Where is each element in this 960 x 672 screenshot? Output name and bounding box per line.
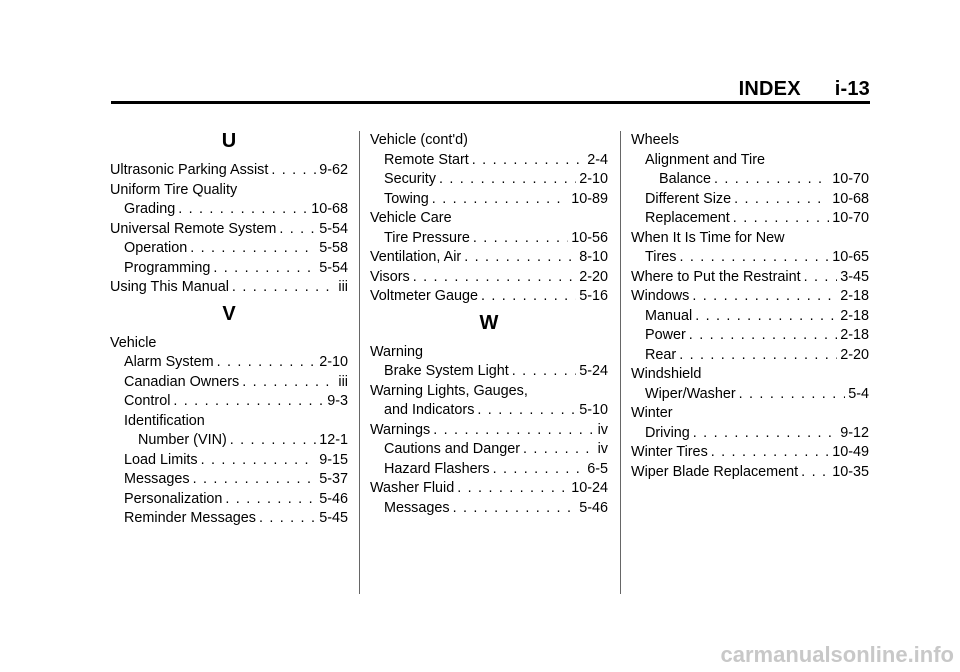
index-entry [370, 479, 608, 499]
column-divider-2 [620, 131, 621, 594]
index-entry-term: Identification [124, 412, 205, 429]
index-entry-term: Tire Pressure [384, 229, 470, 246]
index-entry [370, 209, 608, 229]
index-entry [110, 220, 348, 240]
dot-leader [271, 161, 316, 181]
dot-leader [230, 431, 316, 451]
dot-leader [464, 248, 576, 268]
dot-leader [733, 209, 829, 229]
dot-leader [225, 490, 316, 510]
index-entry-page: 5-37 [319, 471, 348, 487]
index-entry [370, 499, 608, 519]
dot-leader [279, 220, 316, 240]
index-entry-page: iii [338, 279, 348, 295]
index-entry [110, 490, 348, 510]
index-entry [631, 209, 869, 229]
dot-leader [190, 239, 316, 259]
index-entry-page: 10-68 [832, 190, 869, 207]
index-entry [370, 440, 608, 460]
index-entry-term: Where to Put the Restraint [631, 268, 801, 285]
index-entry-term: Voltmeter Gauge [370, 288, 478, 304]
dot-leader [801, 463, 829, 483]
index-entry-term: Tires [645, 249, 677, 265]
dot-leader [472, 151, 584, 171]
index-entry-term: Winter Tires [631, 444, 708, 460]
index-entry-term: Messages [384, 499, 450, 516]
index-entry-page: 2-18 [840, 307, 869, 324]
index-entry-term: Personalization [124, 490, 223, 507]
dot-leader [711, 443, 829, 463]
index-entry [110, 451, 348, 471]
index-entry [110, 392, 348, 412]
index-entry-term: Operation [124, 240, 188, 256]
index-entry-page: 5-46 [579, 499, 608, 516]
index-entry [110, 161, 348, 181]
index-entry-term: Programming [124, 259, 211, 276]
dot-leader [413, 268, 576, 288]
index-entry [631, 424, 869, 444]
index-entry-term: Vehicle (cont'd) [370, 132, 468, 148]
index-entry-term: Security [384, 171, 436, 187]
index-entry [631, 307, 869, 327]
index-entry-page: 5-16 [579, 288, 608, 304]
index-entry-term: Manual [645, 307, 693, 324]
index-entry [110, 239, 348, 259]
index-entry [110, 278, 348, 298]
index-entry [370, 421, 608, 441]
index-entry [110, 353, 348, 373]
dot-leader [481, 287, 576, 307]
dot-leader [695, 307, 837, 327]
index-entry [110, 470, 348, 490]
index-entry [110, 509, 348, 529]
column-divider-1 [359, 131, 360, 594]
index-entry-term: Reminder Messages [124, 510, 256, 526]
index-entry-term: Balance [659, 171, 712, 187]
index-entry [631, 346, 869, 366]
index-entry [631, 151, 869, 171]
index-entry-page: 5-24 [579, 363, 608, 379]
index-entry-page: 5-10 [579, 402, 608, 418]
index-entry-page: 3-45 [840, 268, 869, 285]
index-entry-page: 2-18 [840, 288, 869, 304]
index-entry-page: 9-15 [319, 451, 348, 468]
index-entry-term: Remote Start [384, 151, 469, 168]
index-entry-term: Winter [631, 405, 673, 421]
dot-leader [213, 259, 316, 279]
index-entry-term: Canadian Owners [124, 373, 240, 390]
index-entry [370, 268, 608, 288]
dot-leader [473, 229, 568, 249]
index-entry-term: Brake System Light [384, 363, 509, 379]
index-entry [631, 385, 869, 405]
index-entry-term: Replacement [645, 210, 730, 226]
dot-leader [457, 479, 568, 499]
index-entry [370, 248, 608, 268]
index-entry-page: iii [338, 373, 348, 390]
index-entry [110, 373, 348, 393]
index-entry-term: Messages [124, 471, 190, 487]
dot-leader [714, 170, 829, 190]
index-entry-page: 10-35 [832, 463, 869, 480]
dot-leader [512, 362, 576, 382]
section-letter: U [221, 130, 237, 152]
dot-leader [193, 470, 317, 490]
index-entry-page: 10-56 [571, 229, 608, 246]
index-entry-term: Different Size [645, 190, 732, 207]
index-entry-page: 10-65 [832, 249, 869, 265]
watermark: carmanualsonline.info [720, 642, 954, 667]
dot-leader [173, 392, 324, 412]
index-entry-page: iv [597, 421, 608, 438]
index-entry-term: Vehicle Care [370, 210, 452, 226]
header-page-number: i-13 [834, 78, 870, 100]
header-title: INDEX [738, 78, 801, 100]
index-entry-term: Wheels [631, 132, 679, 148]
index-entry [110, 200, 348, 220]
index-entry-page: 9-12 [840, 424, 869, 441]
index-entry-page: iv [597, 441, 608, 457]
dot-leader [739, 385, 846, 405]
index-entry [631, 190, 869, 210]
index-column-3 [631, 131, 869, 482]
index-entry-term: When It Is Time for New [631, 229, 785, 246]
index-entry-page: 2-20 [579, 268, 608, 285]
index-entry-term: Wiper Blade Replacement [631, 463, 799, 480]
index-entry [370, 170, 608, 190]
index-entry-page: 10-49 [832, 444, 869, 460]
index-entry-term: Alignment and Tire [645, 151, 765, 168]
dot-leader [217, 353, 317, 373]
index-entry [631, 365, 869, 385]
page-header [739, 78, 870, 101]
index-entry-term: Load Limits [124, 451, 198, 468]
index-entry-page: 10-70 [832, 171, 869, 187]
index-entry-term: Control [124, 393, 171, 409]
index-entry-page: 5-45 [319, 510, 348, 526]
dot-leader [477, 401, 576, 421]
dot-leader [679, 248, 829, 268]
index-entry-term: Number (VIN) [138, 432, 227, 448]
index-entry [631, 131, 869, 151]
index-entry-term: Warning [370, 343, 424, 360]
index-entry-page: 2-18 [840, 327, 869, 343]
index-entry [370, 401, 608, 421]
index-entry-page: 5-54 [319, 220, 348, 237]
index-entry [110, 334, 348, 354]
index-entry-term: Vehicle [110, 334, 157, 351]
index-entry-term: Wiper/Washer [645, 385, 736, 402]
index-entry-term: Ventilation, Air [370, 249, 462, 265]
index-column-1 [110, 131, 348, 529]
index-entry-term: Power [645, 327, 686, 343]
index-entry-page: 10-89 [571, 190, 608, 207]
dot-leader [734, 190, 829, 210]
dot-leader [432, 190, 568, 210]
index-entry-term: Uniform Tire Quality [110, 181, 238, 198]
index-entry-term: Washer Fluid [370, 480, 455, 496]
index-entry [370, 190, 608, 210]
dot-leader [178, 200, 308, 220]
index-entry-term: Windshield [631, 366, 702, 382]
index-entry-term: Grading [124, 201, 176, 217]
index-entry [370, 382, 608, 402]
section-letter: V [222, 302, 236, 325]
header-rule [111, 101, 870, 104]
index-entry-page: 10-68 [311, 201, 348, 217]
index-entry-page: 5-4 [848, 385, 869, 402]
dot-leader [692, 287, 837, 307]
index-entry [631, 248, 869, 268]
index-entry [631, 268, 869, 288]
dot-leader [242, 373, 335, 393]
index-entry-term: Rear [645, 346, 677, 363]
index-entry-page: 2-10 [579, 171, 608, 187]
index-entry-term: Windows [631, 288, 690, 304]
index-entry-page: 5-54 [319, 259, 348, 276]
index-entry [631, 326, 869, 346]
index-entry [370, 287, 608, 307]
index-entry-term: Hazard Flashers [384, 460, 490, 477]
index-entry-term: Warning Lights, Gauges, [370, 382, 528, 399]
dot-leader [201, 451, 317, 471]
index-entry-term: Using This Manual [110, 279, 229, 295]
index-entry-page: 5-46 [319, 490, 348, 507]
index-entry [370, 131, 608, 151]
index-entry-term: Driving [645, 424, 690, 441]
index-entry-page: 10-70 [832, 210, 869, 226]
index-entry-page: 10-24 [571, 480, 608, 496]
index-entry-term: Warnings [370, 421, 431, 438]
index-entry-page: 9-62 [319, 162, 348, 178]
index-entry-term: Visors [370, 268, 410, 285]
dot-leader [232, 278, 335, 298]
index-entry [631, 287, 869, 307]
dot-leader [804, 268, 838, 288]
index-entry-term: Ultrasonic Parking Assist [110, 162, 269, 178]
index-entry-page: 2-4 [587, 151, 608, 168]
index-entry [370, 229, 608, 249]
index-entry-term: and Indicators [384, 402, 475, 418]
index-entry [370, 460, 608, 480]
dot-leader [679, 346, 837, 366]
dot-leader [259, 509, 316, 529]
index-entry-page: 5-58 [319, 240, 348, 256]
index-column-2 [370, 131, 608, 518]
index-entry-page: 12-1 [319, 432, 348, 448]
index-entry [110, 431, 348, 451]
index-entry-term: Alarm System [124, 354, 214, 370]
section-letter: W [479, 311, 499, 334]
dot-leader [439, 170, 576, 190]
index-entry [110, 259, 348, 279]
index-entry-page: 8-10 [579, 249, 608, 265]
index-entry [370, 151, 608, 171]
index-entry-term: Towing [384, 190, 429, 207]
index-entry [370, 362, 608, 382]
dot-leader [493, 460, 585, 480]
dot-leader [523, 440, 595, 460]
index-entry-page: 2-10 [319, 354, 348, 370]
index-entry [110, 412, 348, 432]
index-entry [631, 443, 869, 463]
index-entry-term: Cautions and Danger [384, 441, 521, 457]
index-entry [631, 463, 869, 483]
index-entry [631, 170, 869, 190]
index-entry [631, 229, 869, 249]
index-entry [370, 343, 608, 363]
index-entry [110, 181, 348, 201]
dot-leader [433, 421, 594, 441]
index-entry [631, 404, 869, 424]
dot-leader [453, 499, 577, 519]
index-entry-page: 9-3 [327, 393, 348, 409]
index-entry-page: 2-20 [840, 346, 869, 363]
index-entry-term: Universal Remote System [110, 220, 277, 237]
dot-leader [693, 424, 837, 444]
index-entry-page: 6-5 [587, 460, 608, 477]
dot-leader [689, 326, 837, 346]
